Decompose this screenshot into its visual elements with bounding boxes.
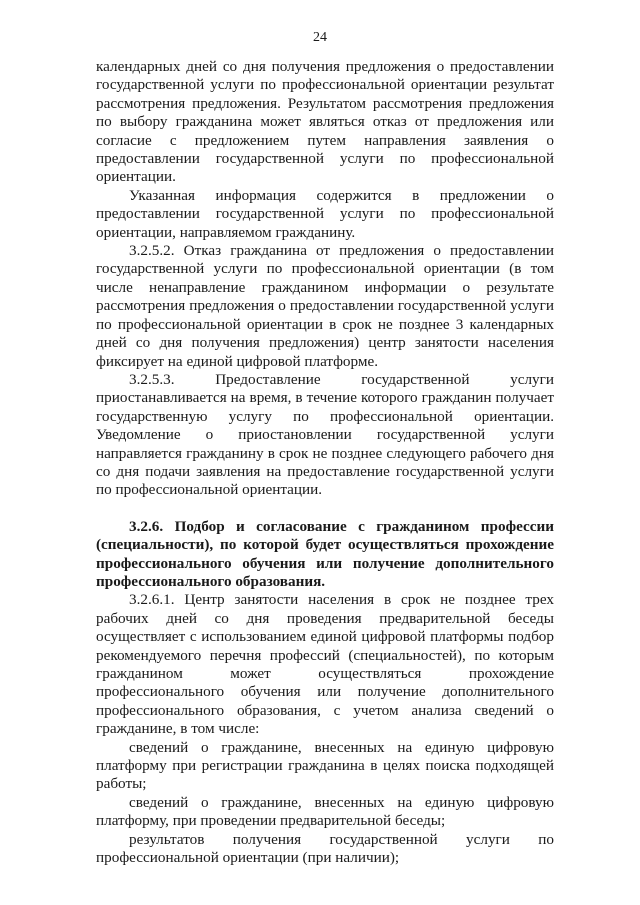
list-item-registration-info: сведений о гражданине, внесенных на единую цифровую платформу при регистрации гражданина в целях поиска подходящей работы; [96,738,554,793]
paragraph-3-2-6-1: 3.2.6.1. Центр занятости населения в срок не позднее трех рабочих дней со дня проведения предварительной беседы осуществляет с использованием единой цифровой платформы подбор рекомендуемого перечня профессий (специальностей), по которым гражданином может осуществляться прохождение профессионального обучения или получение дополнительного профессионального образования, с учетом анализа сведений о гражданине, в том числе: [96,591,554,738]
list-item-orientation-results: результатов получения государственной услуги по профессиональной ориентации (при наличии); [96,830,554,867]
paragraph-info-note: Указанная информация содержится в предложении о предоставлении государственной услуги по профессиональной ориентации, направляемом гражданину. [96,186,554,241]
page-number: 24 [313,30,327,45]
document-body [96,58,554,867]
paragraph-continuation: календарных дней со дня получения предложения о предоставлении государственной услуги по профессиональной ориентации результат рассмотрения предложения. Результатом рассмотрения предложения по выбору гражданина может являться отказ от предложения или согласие с предложением путем направления заявления о предоставлении государственной услуги по профессиональной ориентации. [96,58,554,186]
paragraph-3-2-5-3: 3.2.5.3. Предоставление государственной услуги приостанавливается на время, в течение которого гражданин получает государственную услугу по профессиональной ориентации. Уведомление о приостановлении государственной услуги направляется гражданину в срок не позднее следующего рабочего дня со дня подачи заявления на предоставление государственной услуги по профессиональной ориентации. [96,370,554,499]
paragraph-3-2-5-2: 3.2.5.2. Отказ гражданина от предложения о предоставлении государственной услуги по профессиональной ориентации (в том числе ненаправление гражданином информации о результате рассмотрения предложения о предоставлении государственной услуги по профессиональной ориентации в срок не позднее 3 календарных дней со дня получения предложения) центр занятости населения фиксирует на единой цифровой платформе. [96,242,554,370]
section-heading-3-2-6: 3.2.6. Подбор и согласование с гражданином профессии (специальности), по которой будет осуществляться прохождение профессионального обучения или получение дополнительного профессионального образования. [96,517,554,590]
list-item-interview-info: сведений о гражданине, внесенных на единую цифровую платформу, при проведении предварительной беседы; [96,793,554,830]
